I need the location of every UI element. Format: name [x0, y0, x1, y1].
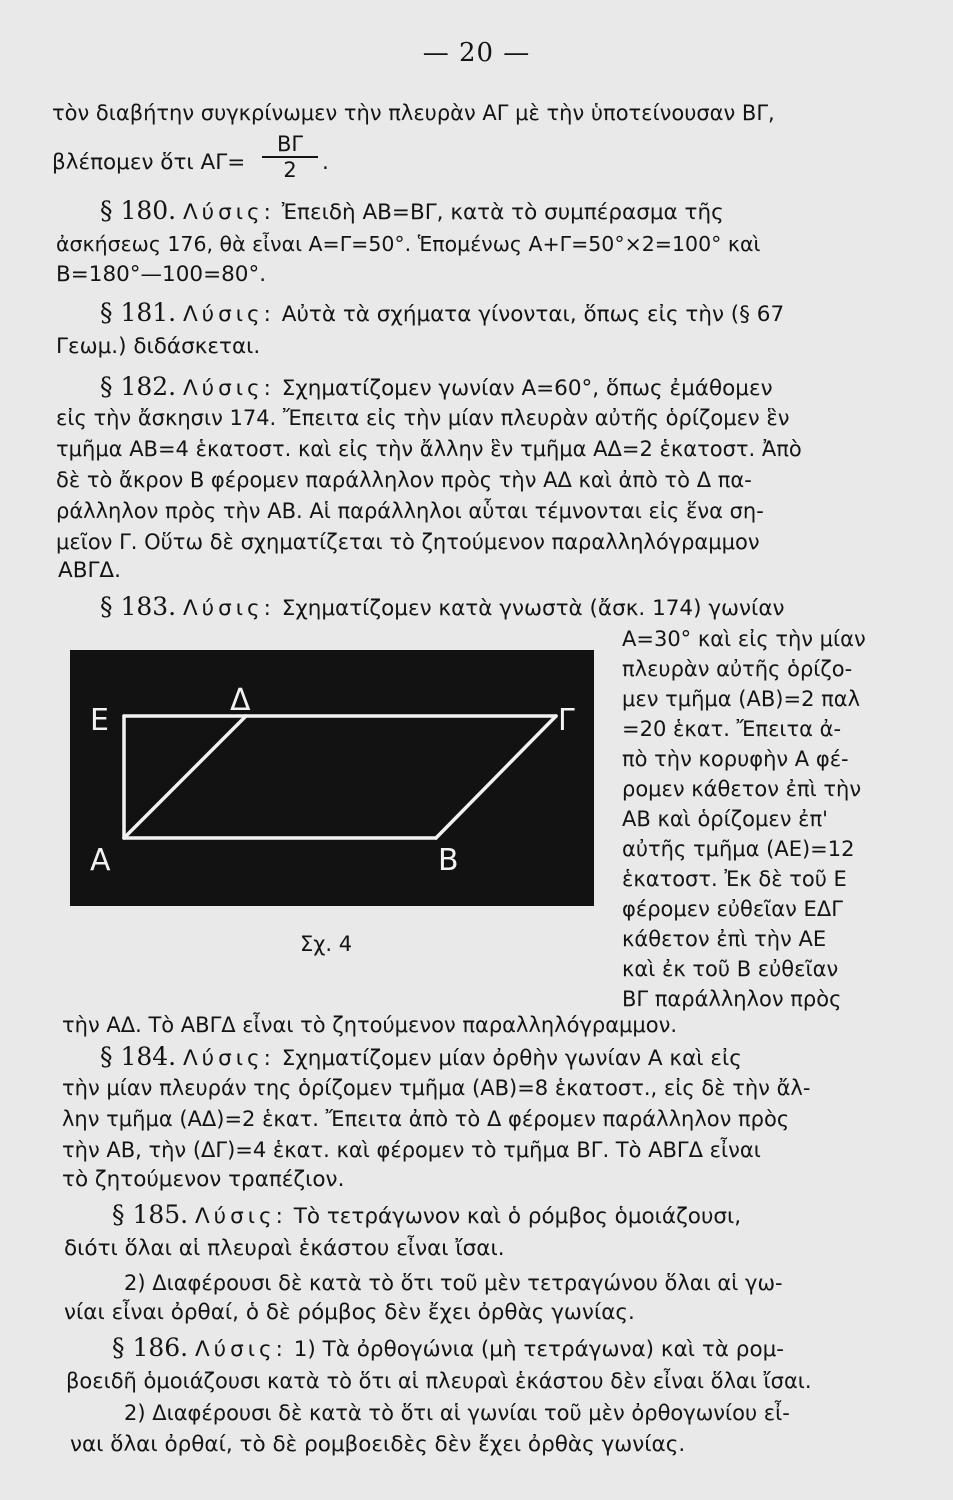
section-184-line-1 [100, 1042, 742, 1074]
section-text: Σχηματίζομεν μίαν ὀρθὴν γωνίαν Α καὶ εἰς [281, 1046, 742, 1071]
section-182-line-5: ράλληλον πρὸς τὴν ΑΒ. Αἱ παράλληλοι αὗται τέμνονται εἰς ἕνα ση- [56, 499, 764, 523]
section-185-line-2: διότι ὅλαι αἱ πλευραὶ ἑκάστου εἶναι ἴσαι. [64, 1236, 505, 1261]
lysis-label: Λύσις: [194, 1204, 287, 1229]
section-184-line-3: λην τμῆμα (ΑΔ)=2 ἑκατ. Ἔπειτα ἀπὸ τὸ Δ φέρομεν παράλληλον πρὸς [62, 1107, 790, 1131]
label-G: Γ [558, 703, 575, 738]
figure-4-drawing [70, 650, 594, 906]
lysis-label: Λύσις: [182, 376, 275, 401]
section-180-line-3: Β=180°—100=80°. [56, 262, 267, 287]
section-184-line-5: τὸ ζητούμενον τραπέζιον. [62, 1167, 345, 1192]
lysis-label: Λύσις: [182, 200, 275, 225]
label-E: Ε [90, 703, 109, 738]
section-183-side-9: ἑκατοστ. Ἐκ δὲ τοῦ Ε [622, 867, 847, 891]
section-183-side-6: ρομεν κάθετον ἐπὶ τὴν [622, 777, 862, 801]
section-183-side-7: ΑΒ καὶ ὁρίζομεν ἐπ' [622, 807, 828, 831]
section-mark: § 180. [100, 196, 177, 225]
section-183-side-5: πὸ τὴν κορυφὴν Α φέ- [622, 747, 849, 771]
section-183-side-2: πλευρὰν αὐτῆς ὁρίζο- [622, 657, 853, 681]
section-mark: § 182. [100, 372, 177, 401]
section-183-side-12: καὶ ἐκ τοῦ Β εὐθεῖαν [622, 957, 839, 981]
lysis-label: Λύσις: [182, 596, 275, 621]
section-183-side-3: μεν τμῆμα (ΑΒ)=2 παλ [622, 687, 861, 711]
section-182-line-2: εἰς τὴν ἄσκησιν 174. Ἔπειτα εἰς τὴν μίαν πλευρὰν αὐτῆς ὁρίζομεν ἓν [56, 406, 790, 430]
page-number: — 20 — [422, 38, 531, 68]
section-185-line-3: 2) Διαφέρουσι δὲ κατὰ τὸ ὅτι τοῦ μὲν τετραγώνου ὅλαι αἱ γω- [124, 1271, 783, 1295]
lysis-label: Λύσις: [182, 1046, 275, 1071]
line-AD [124, 716, 246, 838]
section-186-line-4: ναι ὅλαι ὀρθαί, τὸ δὲ ρομβοειδὲς δὲν ἔχει ὀρθὰς γωνίας. [70, 1432, 686, 1457]
lysis-label: Λύσις: [194, 1337, 287, 1362]
figure-caption: Σχ. 4 [300, 932, 353, 956]
section-text: Σχηματίζομεν γωνίαν Α=60°, ὅπως ἐμάθομεν [281, 376, 773, 401]
section-184-line-4: τὴν ΑΒ, τὴν (ΔΓ)=4 ἑκατ. καὶ φέρομεν τὸ τμῆμα ΒΓ. Τὸ ΑΒΓΔ εἶναι [62, 1138, 761, 1162]
section-180-line-1 [100, 196, 724, 228]
section-183-side-1: Α=30° καὶ εἰς τὴν μίαν [622, 627, 866, 651]
section-text: Αὐτὰ τὰ σχήματα γίνονται, ὅπως εἰς τὴν (§ 67 [281, 302, 785, 327]
label-B: Β [438, 843, 459, 878]
section-184-line-2: τὴν μίαν πλευράν της ὁρίζομεν τμῆμα (ΑΒ)=8 ἑκατοστ., εἰς δὲ τὴν ἄλ- [62, 1076, 811, 1100]
intro-line-1: τὸν διαβήτην συγκρίνωμεν τὴν πλευρὰν ΑΓ μὲ τὴν ὑποτείνουσαν ΒΓ, [52, 101, 775, 125]
section-186-line-2: βοειδῆ ὁμοιάζουσι κατὰ τὸ ὅτι αἱ πλευραὶ ἑκάστου δὲν εἶναι ὅλαι ἴσαι. [66, 1369, 812, 1393]
section-mark: § 181. [100, 298, 177, 327]
section-183-side-8: αὐτῆς τμῆμα (ΑΕ)=12 [622, 837, 855, 861]
intro-line-2-text: βλέπομεν ὅτι ΑΓ= [52, 150, 246, 175]
line-BG [436, 716, 556, 838]
section-182-line-1 [100, 372, 773, 404]
section-mark: § 183. [100, 592, 177, 621]
section-186-line-1 [112, 1333, 784, 1365]
lysis-label: Λύσις: [182, 302, 275, 327]
section-text: Σχηματίζομεν κατὰ γνωστὰ (ἄσκ. 174) γωνίαν [281, 596, 785, 621]
section-182-line-7: ΑΒΓΔ. [58, 558, 121, 583]
fraction-denominator: 2 [283, 158, 297, 182]
section-183-end: τὴν ΑΔ. Τὸ ΑΒΓΔ εἶναι τὸ ζητούμενον παραλληλόγραμμον. [62, 1013, 678, 1037]
section-mark: § 186. [112, 1333, 189, 1362]
section-mark: § 185. [112, 1200, 189, 1229]
section-185-line-4: νίαι εἶναι ὀρθαί, ὁ δὲ ρόμβος δὲν ἔχει ὀρθὰς γωνίας. [64, 1300, 635, 1325]
section-183-side-10: φέρομεν εὐθεῖαν ΕΔΓ [622, 897, 843, 921]
section-181-line-2: Γεωμ.) διδάσκεται. [56, 334, 261, 359]
label-D: Δ [230, 683, 251, 718]
section-185-line-1 [112, 1200, 741, 1232]
intro-line-2-end: . [322, 150, 329, 175]
section-180-line-2: ἀσκήσεως 176, θὰ εἶναι Α=Γ=50°. Ἑπομένως Α+Γ=50°×2=100° καὶ [56, 232, 761, 256]
intro-line-2 [52, 148, 245, 178]
label-A: Α [90, 843, 111, 878]
section-182-line-3: τμῆμα ΑΒ=4 ἑκατοστ. καὶ εἰς τὴν ἄλλην ἓν τμῆμα ΑΔ=2 ἑκατοστ. Ἀπὸ [56, 437, 802, 461]
section-186-line-3: 2) Διαφέρουσι δὲ κατὰ τὸ ὅτι αἱ γωνίαι τοῦ μὲν ὀρθογωνίου εἶ- [124, 1401, 790, 1425]
section-text: Τὸ τετράγωνον καὶ ὁ ρόμβος ὁμοιάζουσι, [293, 1204, 742, 1229]
section-183-line-1 [100, 592, 785, 624]
section-183-side-13: ΒΓ παράλληλον πρὸς [622, 987, 842, 1011]
section-mark: § 184. [100, 1042, 177, 1071]
section-text: 1) Τὰ ὀρθογώνια (μὴ τετράγωνα) καὶ τὰ ρομ- [293, 1337, 785, 1362]
section-181-line-1 [100, 298, 784, 330]
fraction [262, 132, 318, 182]
section-182-line-4: δὲ τὸ ἄκρον Β φέρομεν παράλληλον πρὸς τὴν ΑΔ καὶ ἀπὸ τὸ Δ πα- [56, 468, 752, 492]
section-text: Ἐπειδὴ ΑΒ=ΒΓ, κατὰ τὸ συμπέρασμα τῆς [281, 200, 724, 225]
fraction-numerator: ΒΓ [262, 132, 318, 158]
figure-4 [70, 650, 594, 906]
section-183-side-4: =20 ἑκατ. Ἔπειτα ἀ- [622, 717, 842, 741]
section-182-line-6: μεῖον Γ. Οὕτω δὲ σχηματίζεται τὸ ζητούμενον παραλληλόγραμμον [56, 530, 760, 554]
section-183-side-11: κάθετον ἐπὶ τὴν ΑΕ [622, 927, 827, 951]
